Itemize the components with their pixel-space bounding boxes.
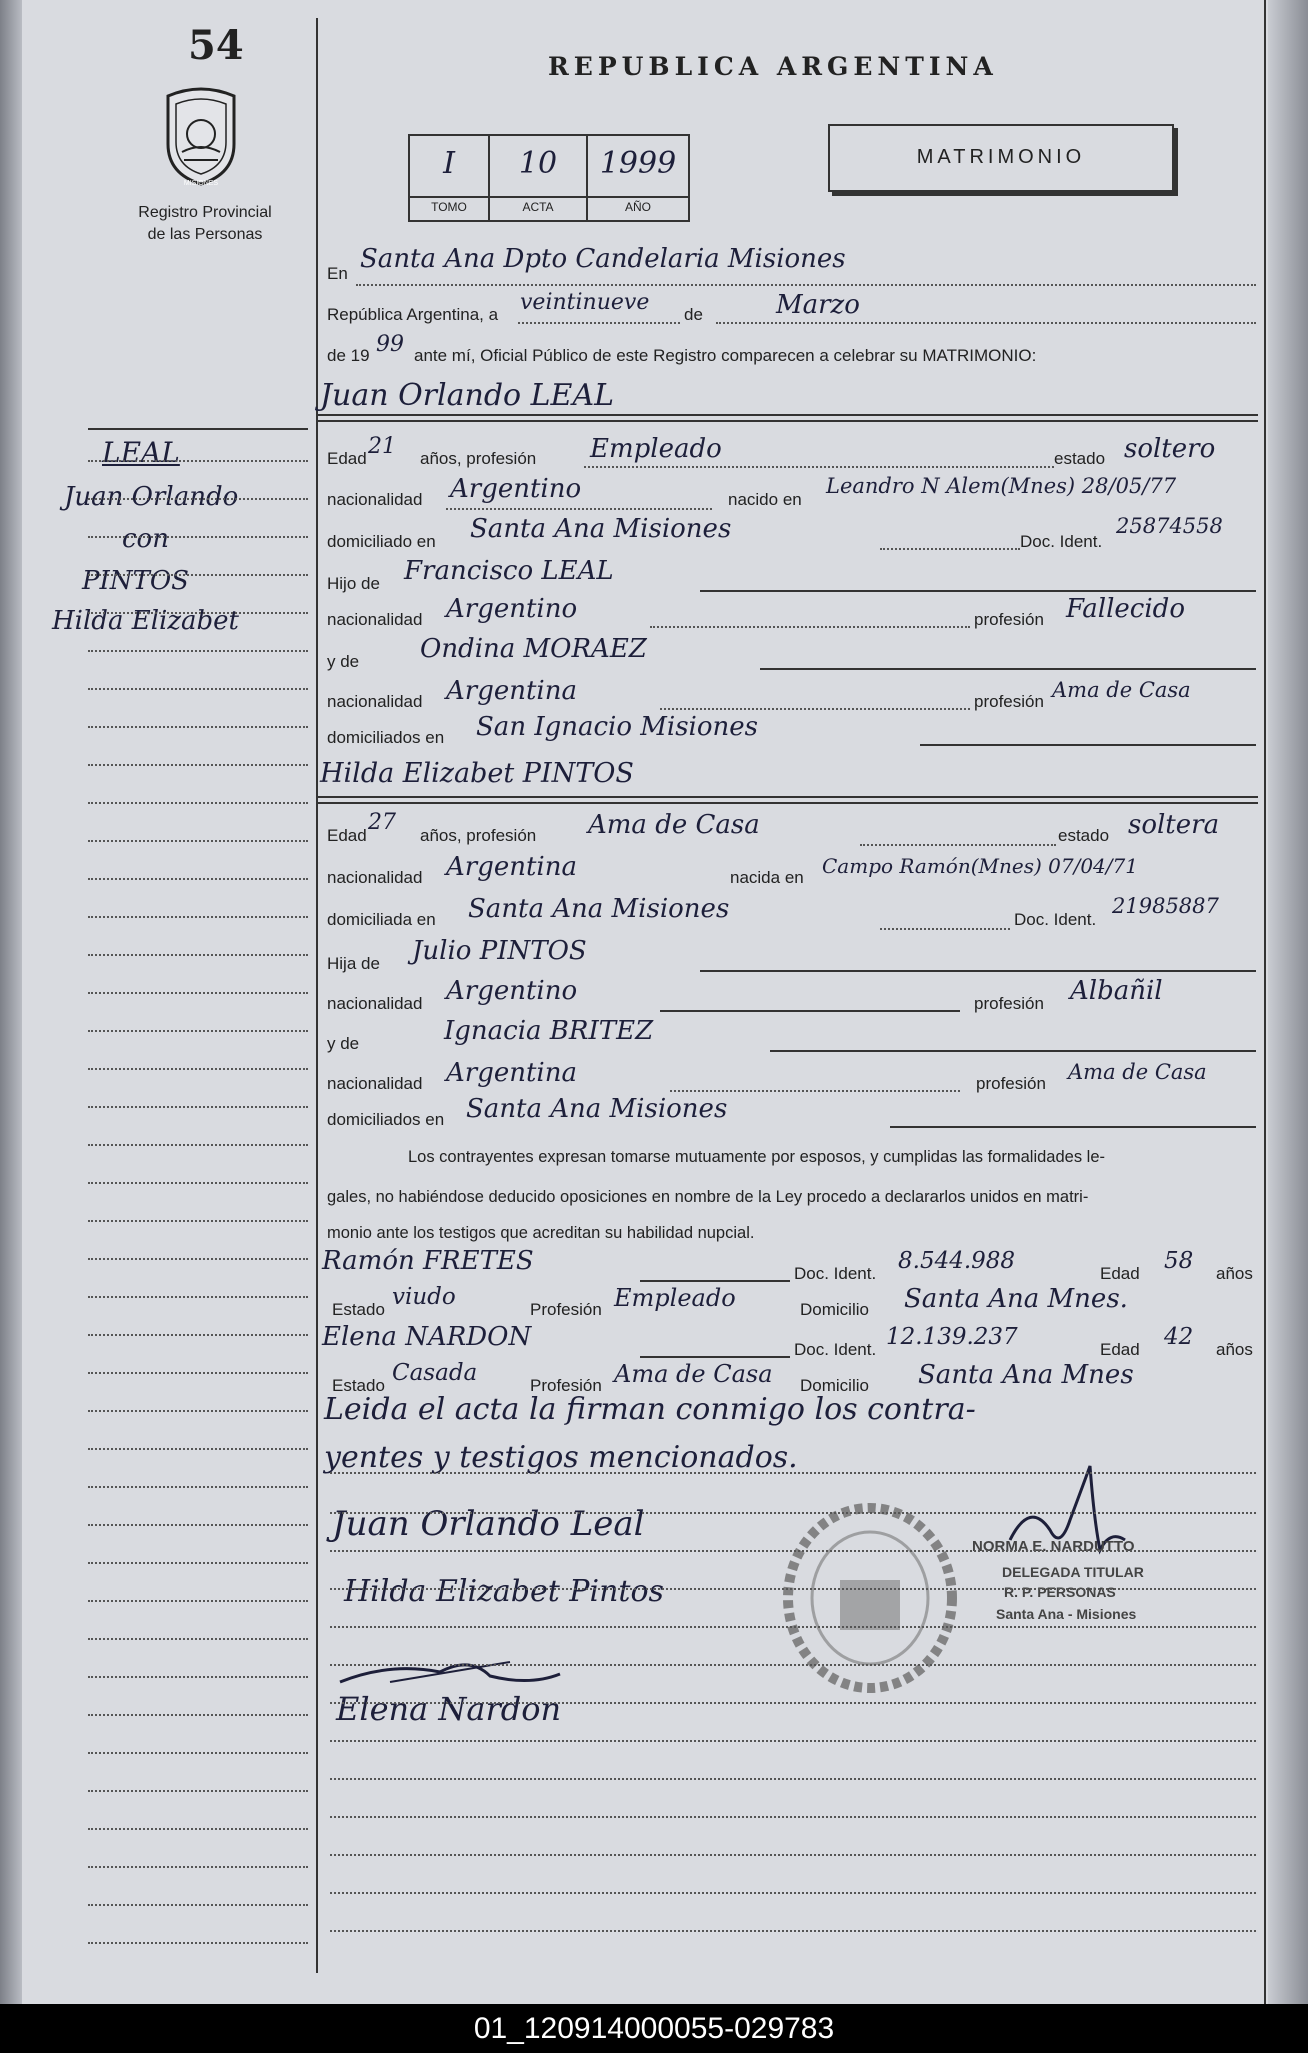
page-number: 54: [188, 22, 244, 69]
bride-mother-nationality: Argentina: [446, 1058, 577, 1088]
de19-label: de 19: [327, 346, 370, 365]
groom-hijo-label: Hijo de: [327, 574, 380, 593]
bride-father-nationality: Argentino: [446, 976, 578, 1006]
groom-age: 21: [368, 434, 396, 459]
declaration-line-1: Los contrayentes expresan tomarse mutuamente por esposos, y cumplidas las formalidades le-: [408, 1148, 1106, 1166]
signature-groom: Juan Orlando Leal: [332, 1504, 645, 1544]
bride-father-prof-label: profesión: [974, 994, 1044, 1013]
margin-rule-line: [88, 802, 308, 804]
witness1-dom-label: Domicilio: [800, 1300, 869, 1319]
margin-rule-line: [88, 954, 308, 956]
witness2-doc-label: Doc. Ident.: [794, 1340, 877, 1359]
groom-nat-label: nacionalidad: [327, 490, 423, 509]
witness1-prof-label: Profesión: [530, 1300, 602, 1319]
witness2-edad-label: Edad: [1100, 1340, 1140, 1359]
margin-rule-line: [88, 992, 308, 994]
marriage-place: Santa Ana Dpto Candelaria Misiones: [360, 244, 846, 274]
groom-father-nat-label: nacionalidad: [327, 610, 423, 629]
margin-note-line-4: PINTOS: [82, 566, 189, 596]
country-title: REPUBLICA ARGENTINA: [548, 52, 998, 81]
margin-rule-line: [88, 1334, 308, 1336]
bride-hija-label: Hija de: [327, 954, 380, 973]
groom-mother-prof-label: profesión: [974, 692, 1044, 711]
witness1-name: Ramón FRETES: [322, 1246, 534, 1276]
page-edge: [1268, 0, 1308, 2004]
groom-doc-label: Doc. Ident.: [1020, 532, 1103, 551]
acta-value: 10: [518, 146, 558, 181]
margin-rule-line: [88, 1752, 308, 1754]
margin-rule-line: [88, 536, 308, 538]
bride-profesion-label: años, profesión: [420, 826, 537, 845]
groom-profesion-label: años, profesión: [420, 449, 537, 468]
groom-nacido-label: nacido en: [728, 490, 802, 509]
binding-edge: [0, 0, 22, 2004]
groom-parents-dom-label: domiciliados en: [327, 728, 445, 747]
margin-rule-line: [88, 498, 308, 500]
witness2-doc: 12.139.237: [886, 1324, 1018, 1350]
groom-mother-nat-label: nacionalidad: [327, 692, 423, 711]
groom-father-profession: Fallecido: [1066, 594, 1185, 624]
margin-rule-line: [88, 1296, 308, 1298]
bride-nacida-label: nacida en: [730, 868, 804, 887]
ano-label: AÑO: [624, 200, 651, 214]
tomo-acta-ano-box: [408, 134, 690, 222]
republica-label: República Argentina, a: [327, 305, 499, 324]
signature-witness2: Elena Nardon: [336, 1690, 562, 1728]
stamp-line-4: Santa Ana - Misiones: [996, 1606, 1137, 1622]
body-rule-line: [330, 1702, 1256, 1704]
margin-rule-line: [88, 574, 308, 576]
body-rule-line: [330, 1550, 1256, 1552]
provincial-seal: [160, 82, 242, 186]
witness1-profession: Empleado: [614, 1284, 736, 1312]
bride-mother-profession: Ama de Casa: [1068, 1060, 1207, 1084]
margin-rule-line: [88, 688, 308, 690]
bride-profession: Ama de Casa: [588, 810, 760, 840]
bride-doc-label: Doc. Ident.: [1014, 910, 1097, 929]
margin-rule-line: [88, 1600, 308, 1602]
bride-mother-nat-label: nacionalidad: [327, 1074, 423, 1093]
groom-estado-label: estado: [1054, 449, 1106, 468]
groom-name: Juan Orlando LEAL: [320, 378, 615, 413]
groom-nationality: Argentino: [450, 474, 582, 504]
witness1-domicile: Santa Ana Mnes.: [904, 1284, 1128, 1314]
body-rule-line: [330, 1816, 1256, 1818]
margin-note-line-1: LEAL: [102, 436, 180, 469]
groom-father-nationality: Argentino: [446, 594, 578, 624]
margin-note-line-3: con: [122, 524, 169, 554]
groom-father: Francisco LEAL: [404, 556, 614, 586]
margin-rule-line: [88, 1182, 308, 1184]
groom-edad-label: Edad: [327, 449, 367, 468]
bride-name: Hilda Elizabet PINTOS: [320, 758, 634, 789]
margin-rule-line: [88, 1524, 308, 1526]
bride-doc: 21985887: [1112, 894, 1219, 918]
bride-nat-label: nacionalidad: [327, 868, 423, 887]
right-border: [1264, 0, 1266, 2004]
bride-domicile: Santa Ana Misiones: [468, 894, 730, 924]
margin-rule-line: [88, 878, 308, 880]
groom-domicile: Santa Ana Misiones: [470, 514, 732, 544]
ano-value: 1999: [599, 146, 677, 181]
margin-rule-line: [88, 1714, 308, 1716]
witness1-signature-scrawl: [330, 1652, 570, 1692]
bride-dom-label: domiciliada en: [327, 910, 436, 929]
stamp-line-3: R. P. PERSONAS: [1004, 1584, 1116, 1600]
margin-rule-line: [88, 1676, 308, 1678]
seal-bottom-text: MISIONES: [183, 180, 219, 187]
groom-mother-profession: Ama de Casa: [1052, 678, 1191, 702]
bride-parents-domicile: Santa Ana Misiones: [466, 1094, 728, 1124]
margin-rule-line: [88, 1144, 308, 1146]
groom-doc: 25874558: [1116, 514, 1223, 538]
margin-rule-line: [88, 916, 308, 918]
groom-estado: soltero: [1124, 434, 1216, 464]
body-rule-line: [330, 1892, 1256, 1894]
groom-birth: Leandro N Alem(Mnes) 28/05/77: [826, 474, 1177, 498]
margin-rule-line: [88, 1448, 308, 1450]
marriage-year: 99: [376, 332, 404, 357]
margin-rule-line: [88, 650, 308, 652]
stamp-line-1: NORMA E. NARDUTTO: [972, 1538, 1135, 1555]
margin-rule-line: [88, 1068, 308, 1070]
margin-rule-line: [88, 726, 308, 728]
bride-nationality: Argentina: [446, 852, 577, 882]
groom-mother: Ondina MORAEZ: [420, 634, 647, 664]
margin-note-line-2: Juan Orlando: [64, 482, 239, 512]
body-rule-line: [330, 1778, 1256, 1780]
groom-profession: Empleado: [590, 434, 722, 464]
margin-rule-line: [88, 1638, 308, 1640]
declaration-line-2: gales, no habiéndose deducido oposiciones en nombre de la Ley procedo a declararlos unidos en matri-: [327, 1188, 1089, 1206]
body-rule-line: [330, 1740, 1256, 1742]
margin-rule-line: [88, 1866, 308, 1868]
bride-estado: soltera: [1128, 810, 1220, 840]
groom-yde-label: y de: [327, 652, 360, 671]
groom-mother-nationality: Argentina: [446, 676, 577, 706]
official-stamp-seal: [780, 1500, 960, 1696]
signature-bride: Hilda Elizabet Pintos: [344, 1574, 664, 1609]
witness1-doc: 8.544.988: [898, 1248, 1016, 1274]
marriage-day: veintinueve: [520, 290, 650, 315]
declaration-line-3: monio ante los testigos que acreditan su habilidad nupcial.: [327, 1224, 755, 1242]
witness1-anos-label: años: [1216, 1264, 1253, 1283]
closing-line-2: yentes y testigos mencionados.: [324, 1440, 798, 1475]
margin-rule-line: [88, 1790, 308, 1792]
body-rule-line: [330, 1626, 1256, 1628]
bride-estado-label: estado: [1058, 826, 1110, 845]
margin-rule-line: [88, 1828, 308, 1830]
en-label: En: [327, 264, 348, 283]
witness2-name: Elena NARDON: [322, 1322, 532, 1352]
groom-father-prof-label: profesión: [974, 610, 1044, 629]
margin-rule-line: [88, 1486, 308, 1488]
margin-rule-line: [88, 840, 308, 842]
groom-dom-label: domiciliado en: [327, 532, 436, 551]
witness2-prof-label: Profesión: [530, 1376, 602, 1395]
witness1-doc-label: Doc. Ident.: [794, 1264, 877, 1283]
acta-label: ACTA: [522, 200, 554, 214]
bride-father: Julio PINTOS: [412, 936, 587, 966]
margin-note-line-5: Hilda Elizabet: [52, 606, 240, 636]
body-rule-line: [330, 1854, 1256, 1856]
margin-rule-line: [88, 1030, 308, 1032]
margin-rule-line: [88, 1106, 308, 1108]
margin-rule-line: [88, 1904, 308, 1906]
tomo-value: I: [443, 146, 455, 181]
margin-rule-line: [88, 1562, 308, 1564]
margin-rule-line: [88, 1258, 308, 1260]
witness1-edad-label: Edad: [1100, 1264, 1140, 1283]
body-rule-line: [330, 1588, 1256, 1590]
bride-father-nat-label: nacionalidad: [327, 994, 423, 1013]
bride-mother: Ignacia BRITEZ: [444, 1016, 654, 1046]
body-rule-line: [330, 1930, 1256, 1932]
witness2-domicile: Santa Ana Mnes: [918, 1360, 1134, 1390]
witness2-age: 42: [1164, 1324, 1194, 1350]
body-rule-line: [330, 1664, 1256, 1666]
margin-rule-line: [88, 1220, 308, 1222]
margin-rule-line: [88, 1942, 308, 1944]
body-rule-line: [330, 1512, 1256, 1514]
bride-age: 27: [368, 810, 396, 835]
bride-yde-label: y de: [327, 1034, 360, 1053]
de-label: de: [684, 305, 703, 324]
margin-rule-line: [88, 764, 308, 766]
margin-rule-line: [88, 460, 308, 462]
stamp-line-2: DELEGADA TITULAR: [1002, 1564, 1144, 1580]
registry-line-2: de las Personas: [147, 226, 263, 243]
doc-type: MATRIMONIO: [916, 146, 1086, 168]
doc-type-box: [828, 124, 1174, 192]
registry-line-1: Registro Provincial: [138, 204, 272, 221]
marriage-month: Marzo: [776, 290, 860, 320]
witness1-estado: viudo: [392, 1284, 456, 1310]
scan-id-footer: 01_120914000055-029783: [0, 2004, 1308, 2053]
bride-father-profession: Albañil: [1070, 976, 1163, 1006]
column-divider: [316, 18, 318, 1973]
witness2-estado-label: Estado: [332, 1376, 385, 1395]
groom-parents-domicile: San Ignacio Misiones: [476, 712, 759, 742]
margin-rule-line: [88, 612, 308, 614]
witness1-age: 58: [1164, 1248, 1194, 1274]
tomo-label: TOMO: [431, 200, 467, 214]
witness2-dom-label: Domicilio: [800, 1376, 869, 1395]
margin-rule-line: [88, 1410, 308, 1412]
bride-birth: Campo Ramón(Mnes) 07/04/71: [822, 854, 1138, 878]
witness2-estado: Casada: [392, 1360, 478, 1386]
closing-line-1: Leida el acta la firman conmigo los contra-: [324, 1392, 976, 1427]
intro-text: ante mí, Oficial Público de este Registro comparecen a celebrar su MATRIMONIO:: [414, 346, 1037, 365]
witness2-anos-label: años: [1216, 1340, 1253, 1359]
bride-edad-label: Edad: [327, 826, 367, 845]
witness1-estado-label: Estado: [332, 1300, 385, 1319]
witness2-profession: Ama de Casa: [614, 1360, 773, 1388]
bride-mother-prof-label: profesión: [976, 1074, 1046, 1093]
margin-rule-line: [88, 1372, 308, 1374]
bride-parents-dom-label: domiciliados en: [327, 1110, 445, 1129]
